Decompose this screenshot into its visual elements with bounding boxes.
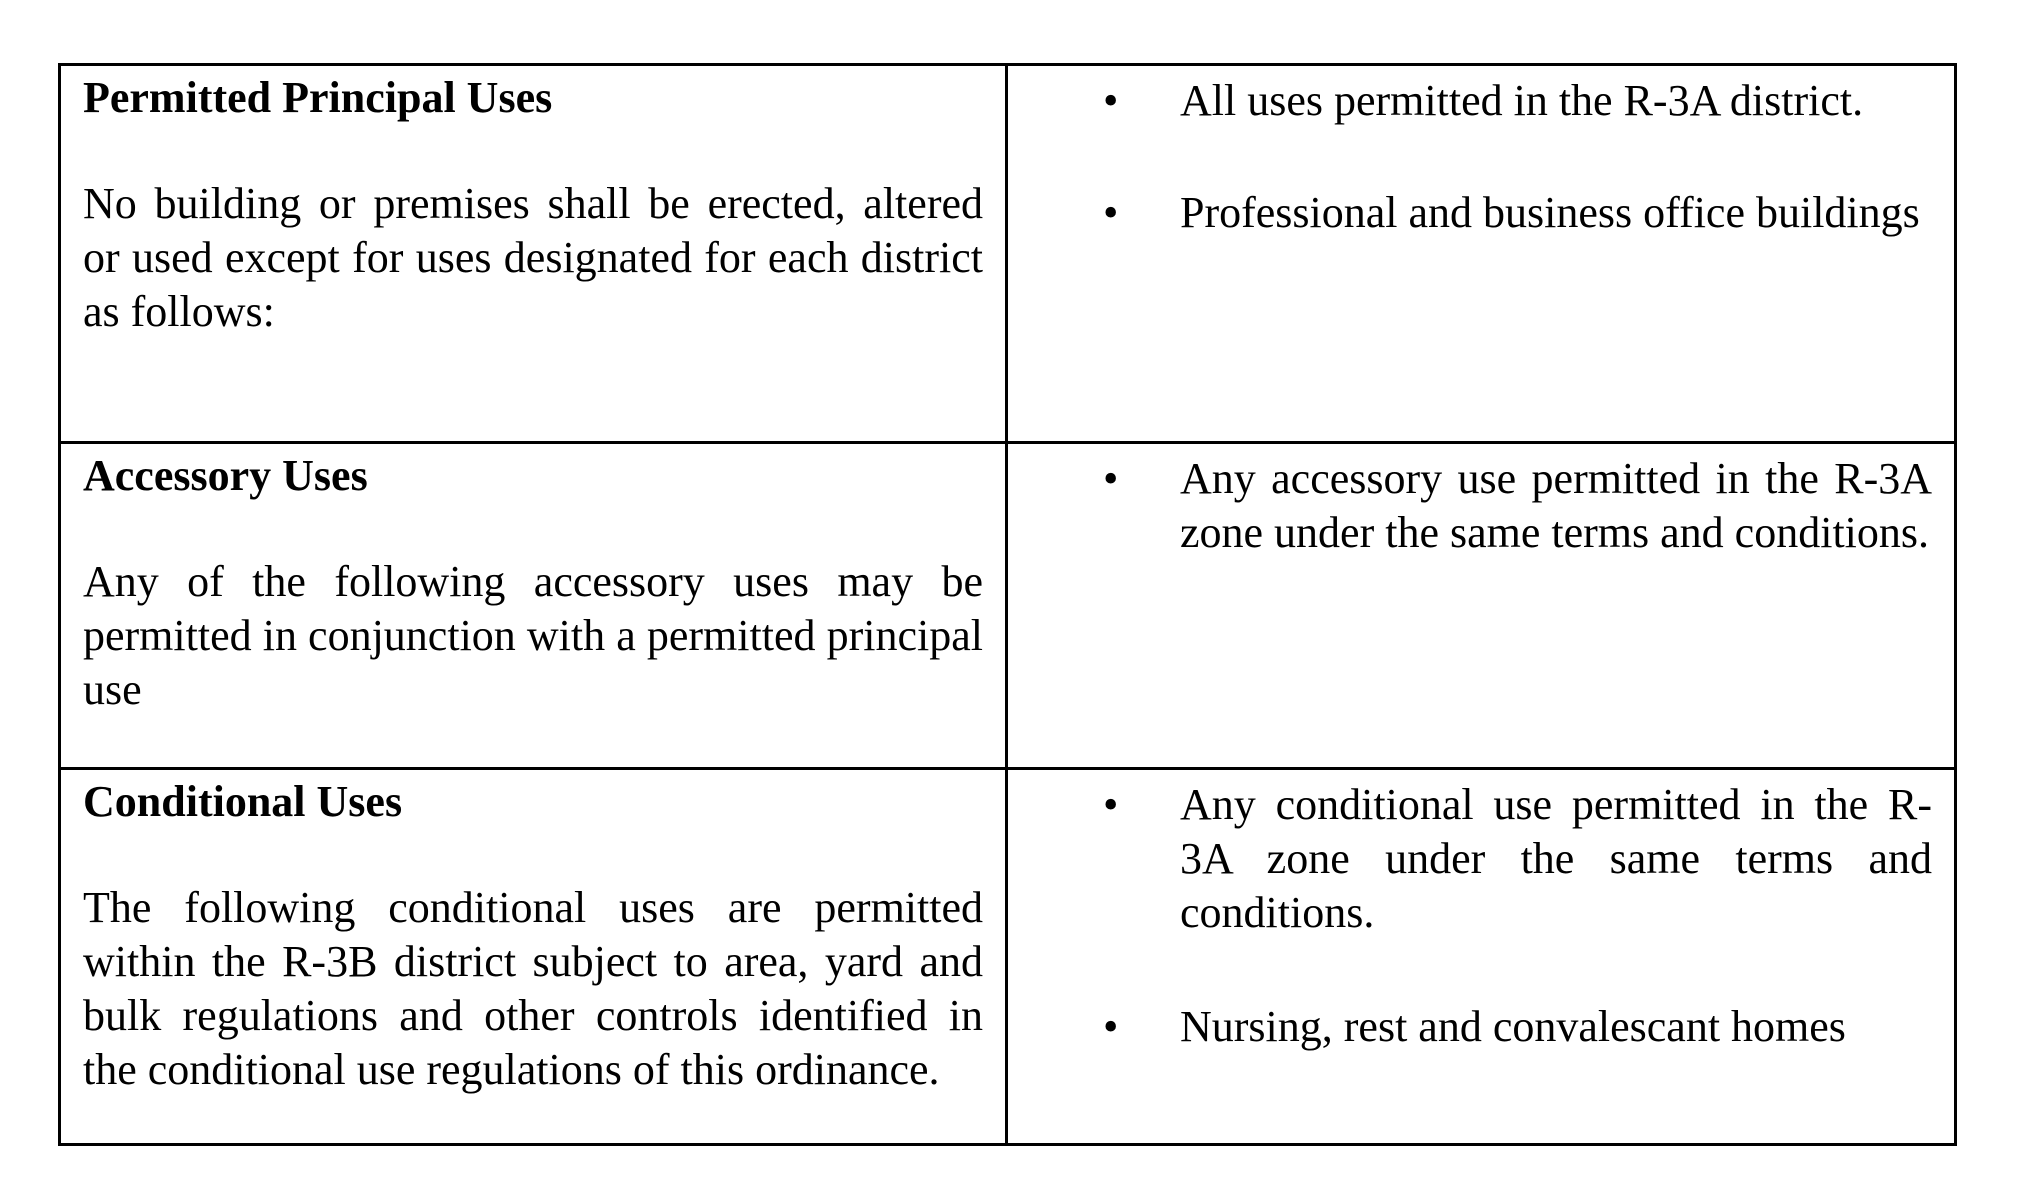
bullet-icon: • xyxy=(1103,454,1119,503)
section-heading: Conditional Uses xyxy=(83,777,403,826)
section-description: The following conditional uses are permitted within the R-3B district subject to area, yard and bulk regulations and other controls identified in the conditional use regulations of this ordinance. xyxy=(83,882,983,1094)
table-row xyxy=(60,443,1956,769)
bullet-icon: • xyxy=(1103,76,1119,125)
uses-cell xyxy=(1007,769,1956,1145)
list-item-text: Professional and business office buildings xyxy=(1180,188,1920,237)
section-description: No building or premises shall be erected, altered or used except for uses designated for each district as follows: xyxy=(83,178,983,336)
category-cell xyxy=(60,65,1007,443)
uses-cell xyxy=(1007,65,1956,443)
bullet-icon: • xyxy=(1103,1002,1119,1051)
bullet-icon: • xyxy=(1103,780,1119,829)
table-row xyxy=(60,769,1956,1145)
bullet-icon: • xyxy=(1103,188,1119,237)
section-description: Any of the following accessory uses may be permitted in conjunction with a permitted principal use xyxy=(83,556,983,714)
list-item xyxy=(1008,1000,1932,1054)
category-cell xyxy=(60,769,1007,1145)
list-item-text: Nursing, rest and convalescant homes xyxy=(1180,1002,1846,1051)
list-item xyxy=(1008,74,1932,128)
section-heading: Accessory Uses xyxy=(83,451,368,500)
uses-list xyxy=(1008,66,1954,240)
list-item xyxy=(1008,452,1932,560)
table-row xyxy=(60,65,1956,443)
zoning-uses-table xyxy=(58,63,1957,1146)
list-item-text: Any accessory use permitted in the R-3A zone under the same terms and conditions. xyxy=(1180,454,1932,557)
list-item-text: All uses permitted in the R-3A district. xyxy=(1180,76,1864,125)
list-item-text: Any conditional use permitted in the R-3A zone under the same terms and conditions. xyxy=(1180,780,1932,937)
category-cell xyxy=(60,443,1007,769)
section-heading: Permitted Principal Uses xyxy=(83,73,553,122)
uses-list xyxy=(1008,770,1954,1054)
uses-list xyxy=(1008,444,1954,560)
uses-cell xyxy=(1007,443,1956,769)
list-item xyxy=(1008,186,1932,240)
list-item xyxy=(1008,778,1932,940)
